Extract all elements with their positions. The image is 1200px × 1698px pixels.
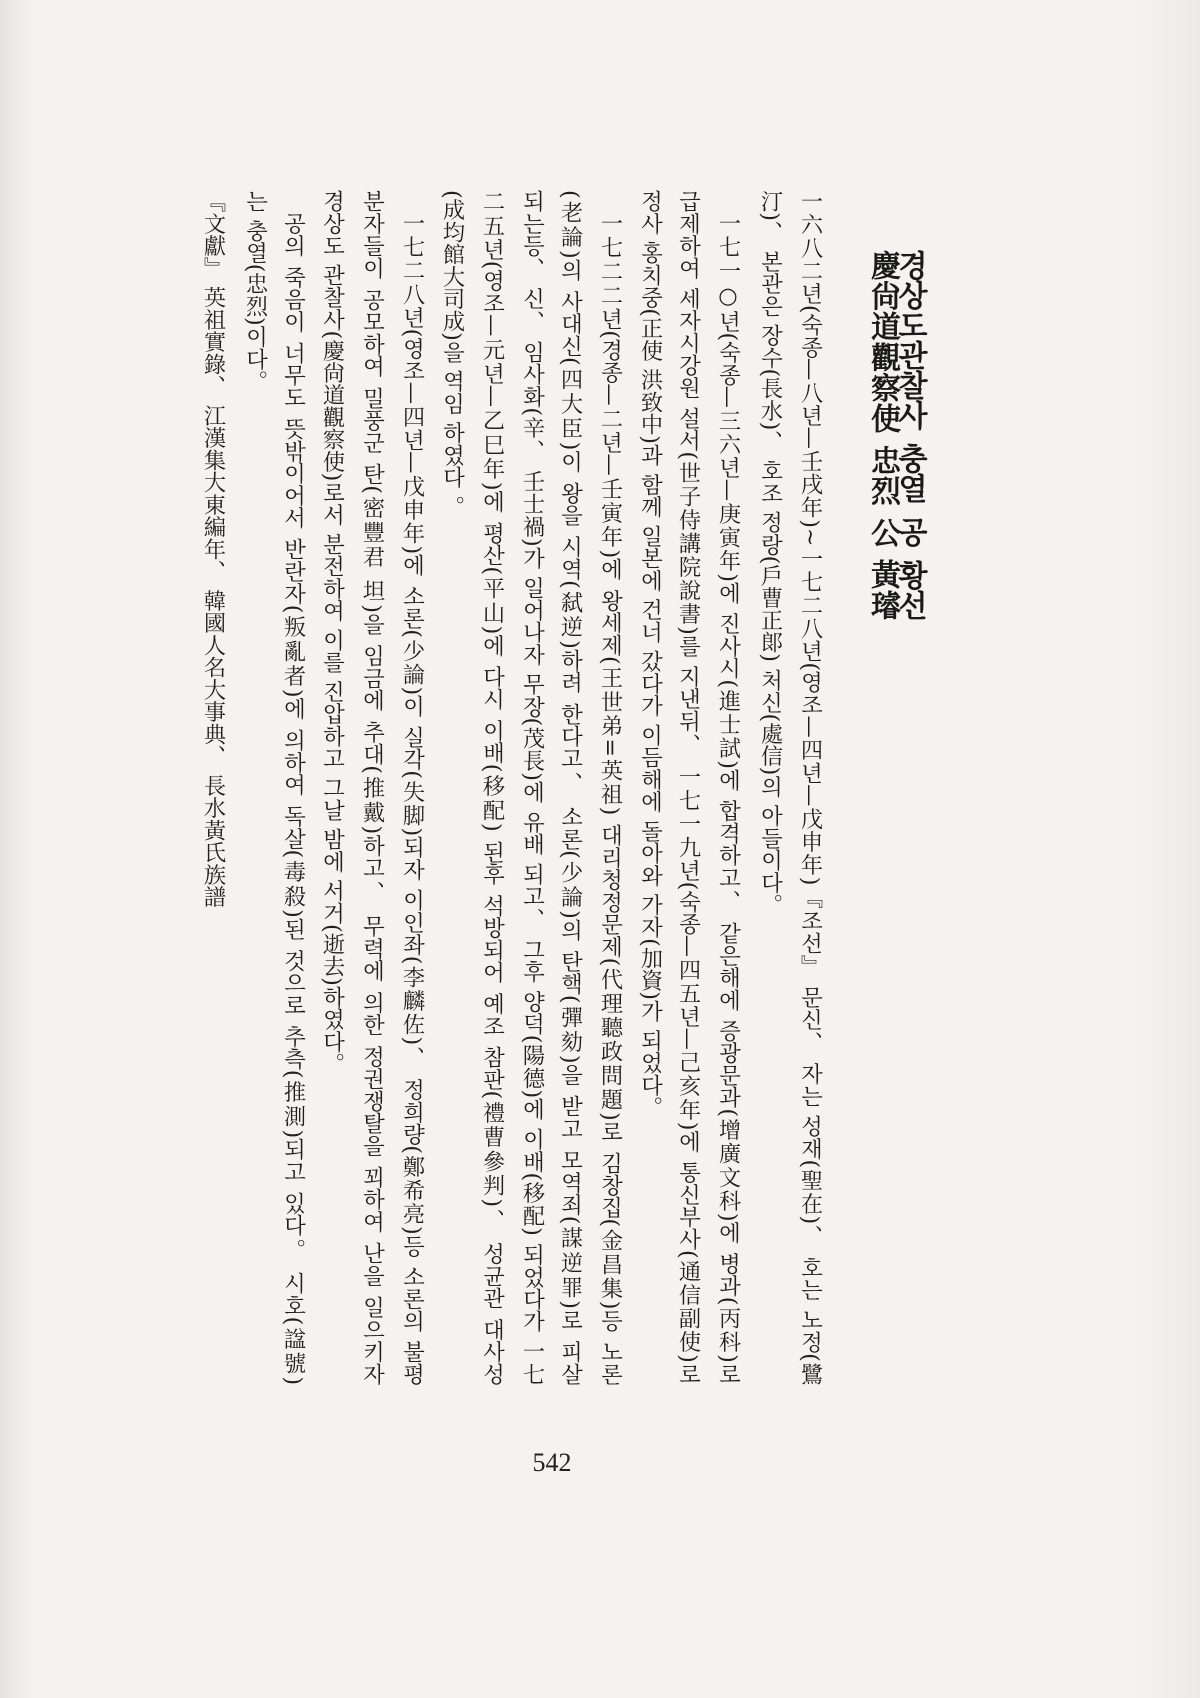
page-number: 542: [532, 1448, 572, 1477]
scan-margin-right: [1130, 0, 1200, 1698]
text-column: (老論)의 사대신(四大臣)이 왕을 시역(弑逆)하려 한다고、 소론(少論)의 탄핵(彈劾)을 받고 모역죄(謀逆罪)로 피살: [557, 190, 583, 1385]
text-column: 汀)、 본관은 장수(長水)、 호조 정랑(戶曹正郞) 처신(處信)의 아들이다。: [757, 190, 783, 916]
text-column: 되는등、 신、 임사화(辛、 壬士禍)가 일어나자 무장(茂長)에 유배 되고、 그후 양덕(陽德)에 이배(移配) 되었다가 一七: [519, 190, 545, 1385]
title-hanja: 慶尙道觀察使 忠烈 公 黃璿: [865, 250, 900, 620]
text-column: 一七二二년(경종—二년—壬寅年)에 왕세제(王世弟=英祖) 대리청정문제(代理聽政問題)로 김창집(金昌集)등 노론: [597, 212, 623, 1385]
scan-margin-left: [0, 0, 34, 1698]
text-column: 一七二八년(영조—四년—戊申年)에 소론(少論)이 실각(失脚)되자 이인좌(李麟佐)、 정희량(鄭希亮)등 소론의 불평: [399, 212, 425, 1385]
text-column: 급제하여 세자시강원 설서(世子侍講院說書)를 지낸뒤、 一七一九년(숙종—四五년—己亥年)에 통신부사(通信副使)로: [675, 190, 701, 1385]
title-hangul: 경상도관찰사 충열 공 황선: [892, 250, 927, 620]
text-column: 一七一○년(숙종—三六년—庚寅年)에 진사시(進士試)에 합격하고、 같은해에 증광문과(增廣文科)에 병과(丙科)로: [715, 212, 741, 1385]
text-column: 분자들이 공모하여 밀풍군 탄(密豐君 坦)을 임금에 추대(推戴)하고、 무력에 의한 정권쟁탈을 꾀하여 난을 일으키자: [359, 190, 385, 1385]
text-column: 二五년(영조—元년—乙巳年)에 평산(平山)에 다시 이배(移配) 된후 석방되어 예조 참판(禮曹參判)、 성균관 대사성: [479, 190, 505, 1385]
text-column: (成均館大司成)을 역임 하였다 。: [439, 190, 465, 518]
text-column: 정사 홍치중(正使 洪致中)과 함께 일본에 건너 갔다가 이듬해에 돌아와 가자(加資)가 되었다。: [637, 190, 663, 1119]
text-column: 경상도 관찰사(慶尙道觀察使)로서 분전하여 이를 진압하고 그날 밤에 서거(逝去)하였다。: [319, 190, 345, 1075]
sources-line: 『文獻』 英祖實錄、 江漢集大東編年、 韓國人名大事典、 長水黃氏族譜: [200, 190, 226, 908]
text-column: 一六八二년(숙종—八년—壬戌年)~一七二八년(영조—四년—戊申年)『조선』 문신、 자는 성재(聖在)、 호는 노정(鷺: [797, 190, 823, 1385]
text-column: 공의 죽음이 너무도 뜻밖이어서 반란자(叛亂者)에 의하여 독살(毒殺)된 것으로 추측(推測)되고 있다。 시호(諡號): [280, 212, 306, 1385]
text-column: 는 충열(忠烈)이다。: [242, 190, 268, 393]
